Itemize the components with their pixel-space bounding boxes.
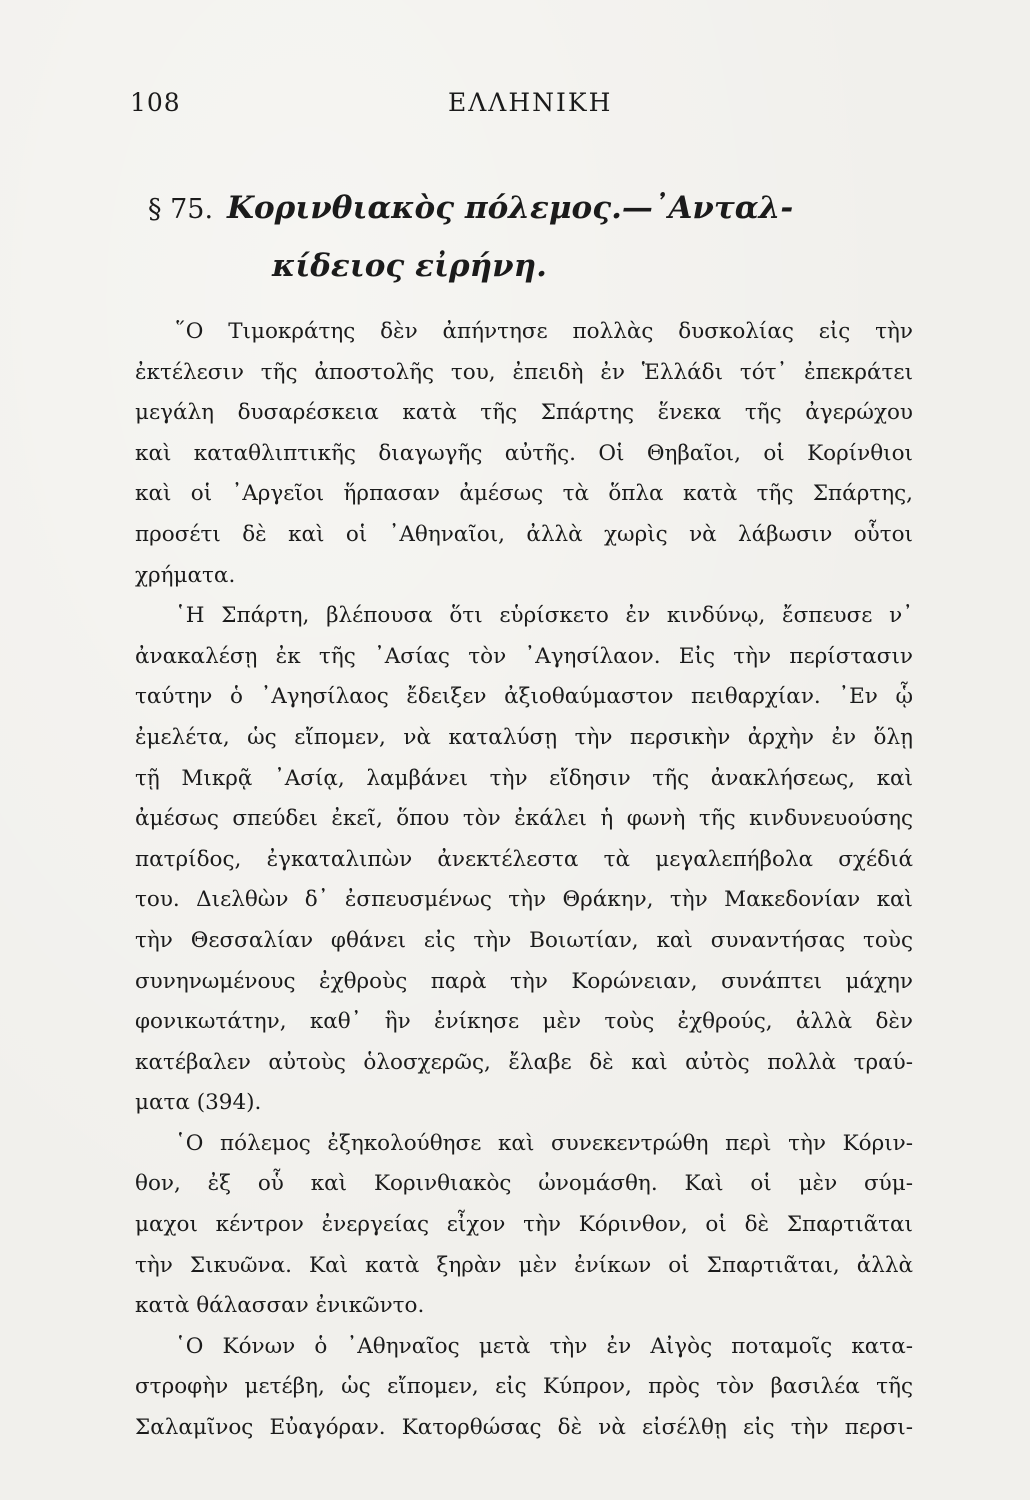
text-line: χρήματα. [135,562,236,588]
running-head [130,88,900,128]
text-line: ἀμέσως σπεύδει ἐκεῖ, ὅπου τὸν ἐκάλει ἡ φωνὴ τῆς κινδυνευούσης [135,806,913,832]
text-line: καὶ καταθλιπτικῆς διαγωγῆς αὐτῆς. Οἱ Θηβαῖοι, οἱ Κορίνθιοι [135,440,913,466]
text-line: συνηνωμένους ἐχθροὺς παρὰ τὴν Κορώνειαν, συνάπτει μάχην [135,968,913,994]
text-line: ἐκτέλεσιν τῆς ἀποστολῆς του, ἐπειδὴ ἐν Ἑλλάδι τότ᾿ ἐπεκράτει [135,359,913,385]
text-line: του. Διελθὼν δ᾿ ἐσπευσμένως τὴν Θράκην, τὴν Μακεδονίαν καὶ [135,887,913,913]
section-heading [148,180,918,294]
text-line: τὴν Σικυῶνα. Καὶ κατὰ ξηρὰν μὲν ἐνίκων οἱ Σπαρτιᾶται, ἀλλὰ [135,1252,913,1278]
text-line: καὶ οἱ ᾿Αργεῖοι ἥρπασαν ἀμέσως τὰ ὅπλα κατὰ τῆς Σπάρτης, [135,481,913,507]
text-line: θον, ἐξ οὗ καὶ Κορινθιακὸς ὠνομάσθη. Καὶ οἱ μὲν σύμ- [135,1171,913,1197]
text-line: πατρίδος, ἐγκαταλιπὼν ἀνεκτέλεστα τὰ μεγαλεπήβολα σχέδιά [135,846,913,872]
body-text [135,312,913,1449]
text-line: ῾Η Σπάρτη, βλέπουσα ὅτι εὑρίσκετο ἐν κινδύνῳ, ἔσπευσε ν᾿ [175,603,913,629]
text-line: μεγάλη δυσαρέσκεια κατὰ τῆς Σπάρτης ἕνεκα τῆς ἀγερώχου [135,400,913,426]
text-line: Σαλαμῖνος Εὐαγόραν. Κατορθώσας δὲ νὰ εἰσέλθῃ εἰς τὴν περσι- [135,1415,913,1441]
text-line: στροφὴν μετέβη, ὡς εἴπομεν, εἰς Κύπρον, πρὸς τὸν βασιλέα τῆς [135,1374,913,1400]
text-line: κατὰ θάλασσαν ἐνικῶντο. [135,1293,425,1319]
text-line: ῾Ο πόλεμος ἐξηκολούθησε καὶ συνεκεντρώθη περὶ τὴν Κόριν- [175,1130,913,1156]
text-line: μαχοι κέντρον ἐνεργείας εἶχον τὴν Κόρινθον, οἱ δὲ Σπαρτιᾶται [135,1212,913,1238]
text-line: φονικωτάτην, καθ᾿ ἣν ἐνίκησε μὲν τοὺς ἐχθρούς, ἀλλὰ δὲν [135,1009,913,1035]
text-line: ματα (394). [135,1090,262,1116]
section-title-line2: κίδειος εἰρήνη. [272,248,547,284]
section-number: § 75. [148,194,214,225]
section-title-line1: Κορινθιακὸς πόλεμος.—᾿Ανταλ- [227,190,794,226]
text-line: ῾Ο Κόνων ὁ ᾿Αθηναῖος μετὰ τὴν ἐν Αἰγὸς ποταμοῖς κατα- [175,1333,913,1359]
text-line: τῇ Μικρᾷ ᾿Ασίᾳ, λαμβάνει τὴν εἴδησιν τῆς ἀνακλήσεως, καὶ [135,765,913,791]
text-line: ἀνακαλέσῃ ἐκ τῆς ᾿Ασίας τὸν ᾿Αγησίλαον. Εἰς τὴν περίστασιν [135,643,913,669]
text-line: προσέτι δὲ καὶ οἱ ᾿Αθηναῖοι, ἀλλὰ χωρὶς νὰ λάβωσιν οὗτοι [135,521,913,547]
text-line: ῞Ο Τιμοκράτης δὲν ἀπήντησε πολλὰς δυσκολίας εἰς τὴν [175,319,913,344]
text-line: ταύτην ὁ ᾿Αγησίλαος ἔδειξεν ἀξιοθαύμαστον πειθαρχίαν. ᾿Εν ᾧ [135,684,913,710]
text-line: κατέβαλεν αὐτοὺς ὁλοσχερῶς, ἔλαβε δὲ καὶ αὐτὸς πολλὰ τραύ- [135,1049,913,1075]
text-line: τὴν Θεσσαλίαν φθάνει εἰς τὴν Βοιωτίαν, καὶ συναντήσας τοὺς [135,927,913,953]
page-number: 108 [130,88,181,117]
text-line: ἐμελέτα, ὡς εἴπομεν, νὰ καταλύσῃ τὴν περσικὴν ἀρχὴν ἐν ὅλῃ [135,724,913,750]
running-title: ΕΛΛΗΝΙΚΗ [448,88,613,117]
